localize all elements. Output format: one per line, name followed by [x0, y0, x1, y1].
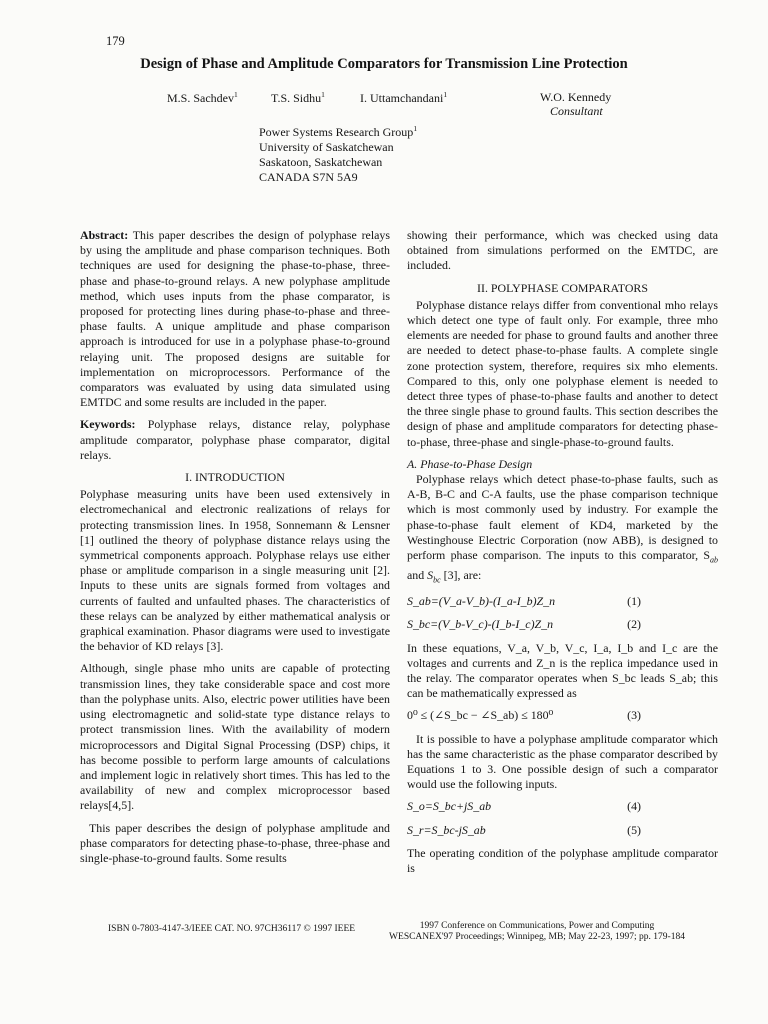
footer-conference: 1997 Conference on Communications, Power and Computing WESCANEX'97 Proceedings; Winnipeg, MB; May 22-23, 1997; pp. 179-184 — [389, 921, 685, 942]
author-4: W.O. Kennedy — [540, 90, 612, 104]
page-number: 179 — [106, 34, 125, 48]
section-heading-intro: I. INTRODUCTION — [185, 470, 285, 485]
equation-4: S_o=S_bc+jS_ab (4) — [407, 799, 641, 814]
continued-paragraph: showing their performance, which was checked using data obtained from simulations performed on the EMTDC, are included. — [407, 228, 718, 273]
author-3: I. Uttamchandani$^1$ — [360, 90, 448, 105]
paper-title: Design of Phase and Amplitude Comparators for Transmission Line Protection — [140, 56, 628, 72]
operating-condition-paragraph: The operating condition of the polyphase amplitude comparator is — [407, 845, 718, 876]
left-column — [80, 228, 390, 873]
intro-paragraph-2: Although, single phase mho units are capable of protecting transmission lines, they take considerable space and cost more than the polyphase units. Also, electric power utilities have been using electromagnetic and solid-state type distance relays to protect transmission lines. With the availability of modern microprocessors and Digital Signal Processing (DSP) chips, it has become possible to perform large amounts of calculations and implement logic in relatively short times. This has led to the availability of new and complex microprocessor based relays[4,5]. — [80, 661, 390, 813]
author-2: T.S. Sidhu$^1$ — [271, 90, 325, 105]
phase-design-paragraph: Polyphase relays which detect phase-to-phase faults, such as A-B, B-C and C-A faults, use the phase comparison technique which is most commonly used by industry. For example the phase-to-phase fault element of KD4, marketed by the Westinghouse Electric Corporation (now ABB), is designed to perform phase comparison. The inputs to this comparator, $S_{ab}$ and $S_{bc}$ [3], are: — [407, 472, 718, 585]
keywords: Keywords: Polyphase relays, distance relay, polyphase amplitude comparator, polyphase phase comparator, digital relays. — [80, 417, 390, 462]
equation-2: S_bc=(V_b-V_c)-(I_b-I_c)Z_n (2) — [407, 617, 641, 632]
author-1: M.S. Sachdev$^1$ — [167, 90, 238, 105]
amplitude-paragraph: It is possible to have a polyphase amplitude comparator which has the same characteristic as the phase comparator described by Equations 1 to 3. One possible design of such a comparator would use the following inputs. — [407, 731, 718, 792]
equation-5: S_r=S_bc-jS_ab (5) — [407, 822, 641, 837]
intro-paragraph-3: This paper describes the design of polyphase amplitude and phase comparators for detecting phase-to-phase, three-phase and single-phase-to-ground faults. Some results — [80, 820, 390, 865]
equation-1: S_ab=(V_a-V_b)-(I_a-I_b)Z_n (1) — [407, 594, 641, 609]
author-4-role: Consultant — [550, 104, 603, 118]
affiliation: Power Systems Research Group$^1$ University of Saskatchewan Saskatoon, Saskatchewan CANADA S7N 5A9 — [259, 124, 418, 184]
equation-explanation: In these equations, V_a, V_b, V_c, I_a, I_b and I_c are the voltages and currents and Z_n is the replica impedance used in the relay. The comparator operates when S_bc leads S_ab; this can be mathematically expressed as — [407, 640, 718, 701]
subsection-heading: A. Phase-to-Phase Design — [407, 456, 533, 471]
footer-isbn: ISBN 0-7803-4147-3/IEEE CAT. NO. 97CH36117 © 1997 IEEE — [108, 924, 356, 934]
comparators-paragraph: Polyphase distance relays differ from conventional mho relays which detect one type of fault only. For example, three mho elements are needed for phase to ground faults and another three are needed to detect phase-to-phase faults. A complete single zone protection system, therefore, requires six mho elements. Compared to this, only one polyphase element is needed to detect three types of phase-to-phase faults and another to detect the three single phase to ground faults. This section describes the design of phase and amplitude comparators for detecting phase-to-phase, three-phase and single-phase-to-ground faults. — [407, 297, 718, 449]
right-column — [407, 228, 718, 883]
abstract: Abstract: This paper describes the design of polyphase relays by using the amplitude and phase comparison techniques. Both techniques are used for designing the phase-to-phase, three-phase and phase-to-ground relays. A new polyphase amplitude method, which uses inputs from the phase comparator, is proposed for protecting lines during phase-to-phase and three-phase faults. A unique amplitude and phase comparison approach is introduced for use in a polyphase phase-to-ground relaying unit. The proposed designs are suitable for implementation on microprocessors. Performance of the comparators was evaluated by using data simulated using EMTDC and some results are included in the paper. — [80, 228, 390, 410]
equation-3: 0⁰ ≤ (∠S_bc − ∠S_ab) ≤ 180⁰ (3) — [407, 708, 641, 723]
intro-paragraph-1: Polyphase measuring units have been used extensively in electromechanical and electronic realizations of relays for protecting transmission lines. In 1958, Sonnemann & Lensner [1] outlined the theory of polyphase distance relays using the symmetrical components approach. Polyphase relays use either phase or amplitude comparison in a single measuring unit [2]. Inputs to these units are signals formed from voltages and currents of faulted and unfaulted phases. The characteristics of these relays can be analyzed by either mathematical analysis or graphical examination. Phasor diagrams were used to investigate the behavior of KD relays [3]. — [80, 487, 390, 654]
section-heading-comparators: II. POLYPHASE COMPARATORS — [477, 280, 648, 295]
